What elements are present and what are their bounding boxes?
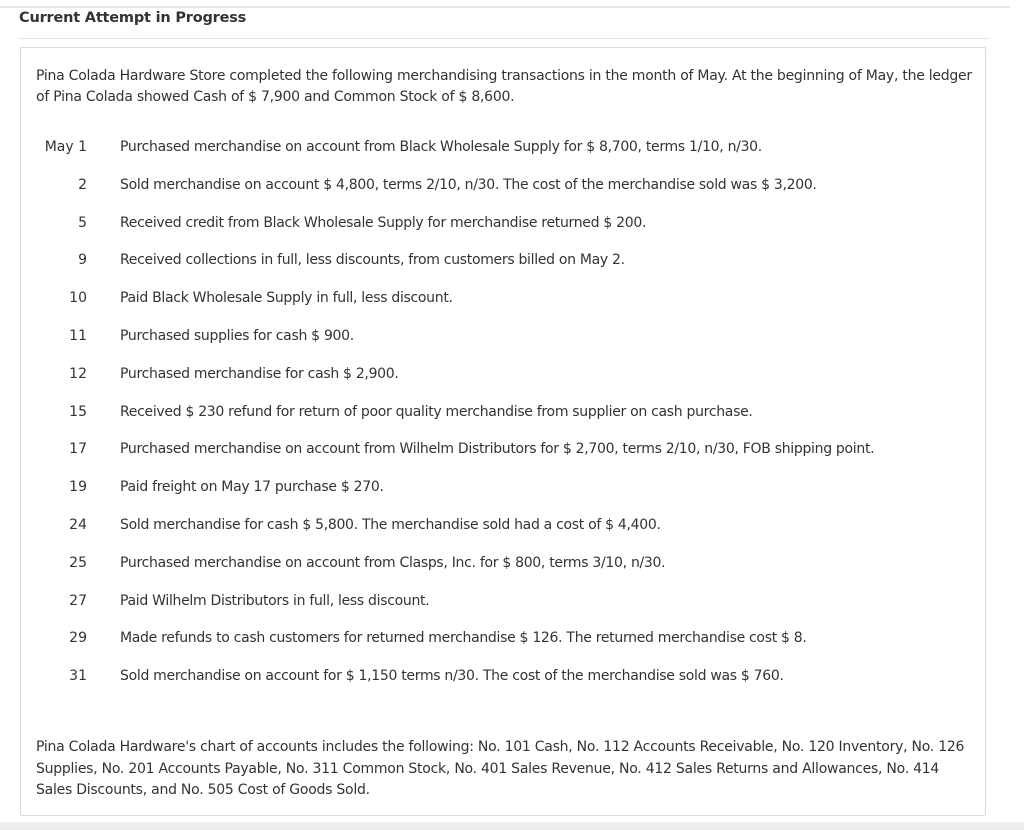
transaction-description: Sold merchandise for cash $ 5,800. The merchandise sold had a cost of $ 4,400. bbox=[120, 516, 661, 533]
transaction-date: 25 bbox=[69, 554, 87, 571]
transaction-date: 31 bbox=[69, 668, 87, 685]
transaction-row bbox=[21, 553, 985, 591]
transaction-description: Paid freight on May 17 purchase $ 270. bbox=[120, 479, 384, 496]
transaction-row bbox=[21, 213, 985, 251]
transaction-description: Received $ 230 refund for return of poor quality merchandise from supplier on cash purchase. bbox=[120, 403, 753, 420]
problem-card bbox=[20, 47, 986, 816]
attempt-status-title: Current Attempt in Progress bbox=[19, 10, 247, 26]
transaction-description: Purchased merchandise on account from Black Wholesale Supply for $ 8,700, terms 1/10, n/30. bbox=[120, 139, 762, 155]
transaction-date: 10 bbox=[69, 290, 87, 307]
chart-of-accounts: Pina Colada Hardware's chart of accounts includes the following: No. 101 Cash, No. 112 Accounts Receivable, No. 120 Inventory, No. 126 Supplies, No. 201 Accounts Payable, No. 311 Common Stock, No. 401 Sales Revenue, No. 412 Sales Returns and Allowances, No. 414 Sales Discounts, and No. 505 Cost of Goods Sold. bbox=[36, 739, 965, 798]
transaction-row bbox=[21, 250, 985, 288]
transaction-row bbox=[21, 515, 985, 553]
transaction-row bbox=[21, 666, 985, 704]
transaction-description: Purchased merchandise on account from Clasps, Inc. for $ 800, terms 3/10, n/30. bbox=[120, 554, 666, 571]
transaction-description: Purchased merchandise on account from Wilhelm Distributors for $ 2,700, terms 2/10, n/30, FOB shipping point. bbox=[120, 441, 875, 458]
transaction-date: 15 bbox=[69, 403, 87, 420]
transaction-description: Made refunds to cash customers for returned merchandise $ 126. The returned merchandise cost $ 8. bbox=[120, 630, 807, 647]
bottom-edge bbox=[0, 822, 1024, 830]
transaction-date: 24 bbox=[69, 516, 87, 533]
transaction-row bbox=[21, 326, 985, 364]
transaction-row bbox=[21, 175, 985, 213]
transaction-date: 12 bbox=[69, 365, 87, 382]
transaction-row bbox=[21, 364, 985, 402]
transaction-date: 9 bbox=[78, 252, 87, 269]
transaction-date: May 1 bbox=[44, 139, 87, 155]
transaction-date: 19 bbox=[69, 479, 87, 496]
transaction-description: Paid Wilhelm Distributors in full, less discount. bbox=[120, 592, 430, 609]
transaction-description: Received credit from Black Wholesale Supply for merchandise returned $ 200. bbox=[120, 214, 647, 231]
transaction-row bbox=[21, 628, 985, 666]
transaction-row bbox=[21, 477, 985, 515]
transaction-row bbox=[21, 591, 985, 629]
top-divider bbox=[0, 6, 1010, 8]
transaction-description: Purchased supplies for cash $ 900. bbox=[120, 327, 354, 344]
transaction-date: 11 bbox=[69, 327, 87, 344]
transaction-description: Received collections in full, less discounts, from customers billed on May 2. bbox=[120, 252, 625, 269]
transaction-date: 29 bbox=[69, 630, 87, 647]
transaction-description: Purchased merchandise for cash $ 2,900. bbox=[120, 365, 399, 382]
transaction-date: 5 bbox=[78, 214, 87, 231]
transaction-date: 17 bbox=[69, 441, 87, 458]
transaction-list bbox=[21, 137, 985, 704]
transaction-row bbox=[21, 137, 985, 175]
transaction-date: 2 bbox=[78, 176, 87, 193]
header-divider bbox=[19, 38, 989, 39]
problem-intro: Pina Colada Hardware Store completed the following merchandising transactions in the month of May. At the beginning of May, the ledger of Pina Colada showed Cash of $ 7,900 and Common Stock of $ 8,600. bbox=[36, 68, 972, 105]
transaction-row bbox=[21, 288, 985, 326]
transaction-row bbox=[21, 402, 985, 440]
transaction-description: Sold merchandise on account $ 4,800, terms 2/10, n/30. The cost of the merchandise sold was $ 3,200. bbox=[120, 176, 817, 193]
transaction-description: Sold merchandise on account for $ 1,150 terms n/30. The cost of the merchandise sold was $ 760. bbox=[120, 668, 784, 685]
transaction-description: Paid Black Wholesale Supply in full, less discount. bbox=[120, 290, 453, 307]
transaction-row bbox=[21, 439, 985, 477]
transaction-date: 27 bbox=[69, 592, 87, 609]
